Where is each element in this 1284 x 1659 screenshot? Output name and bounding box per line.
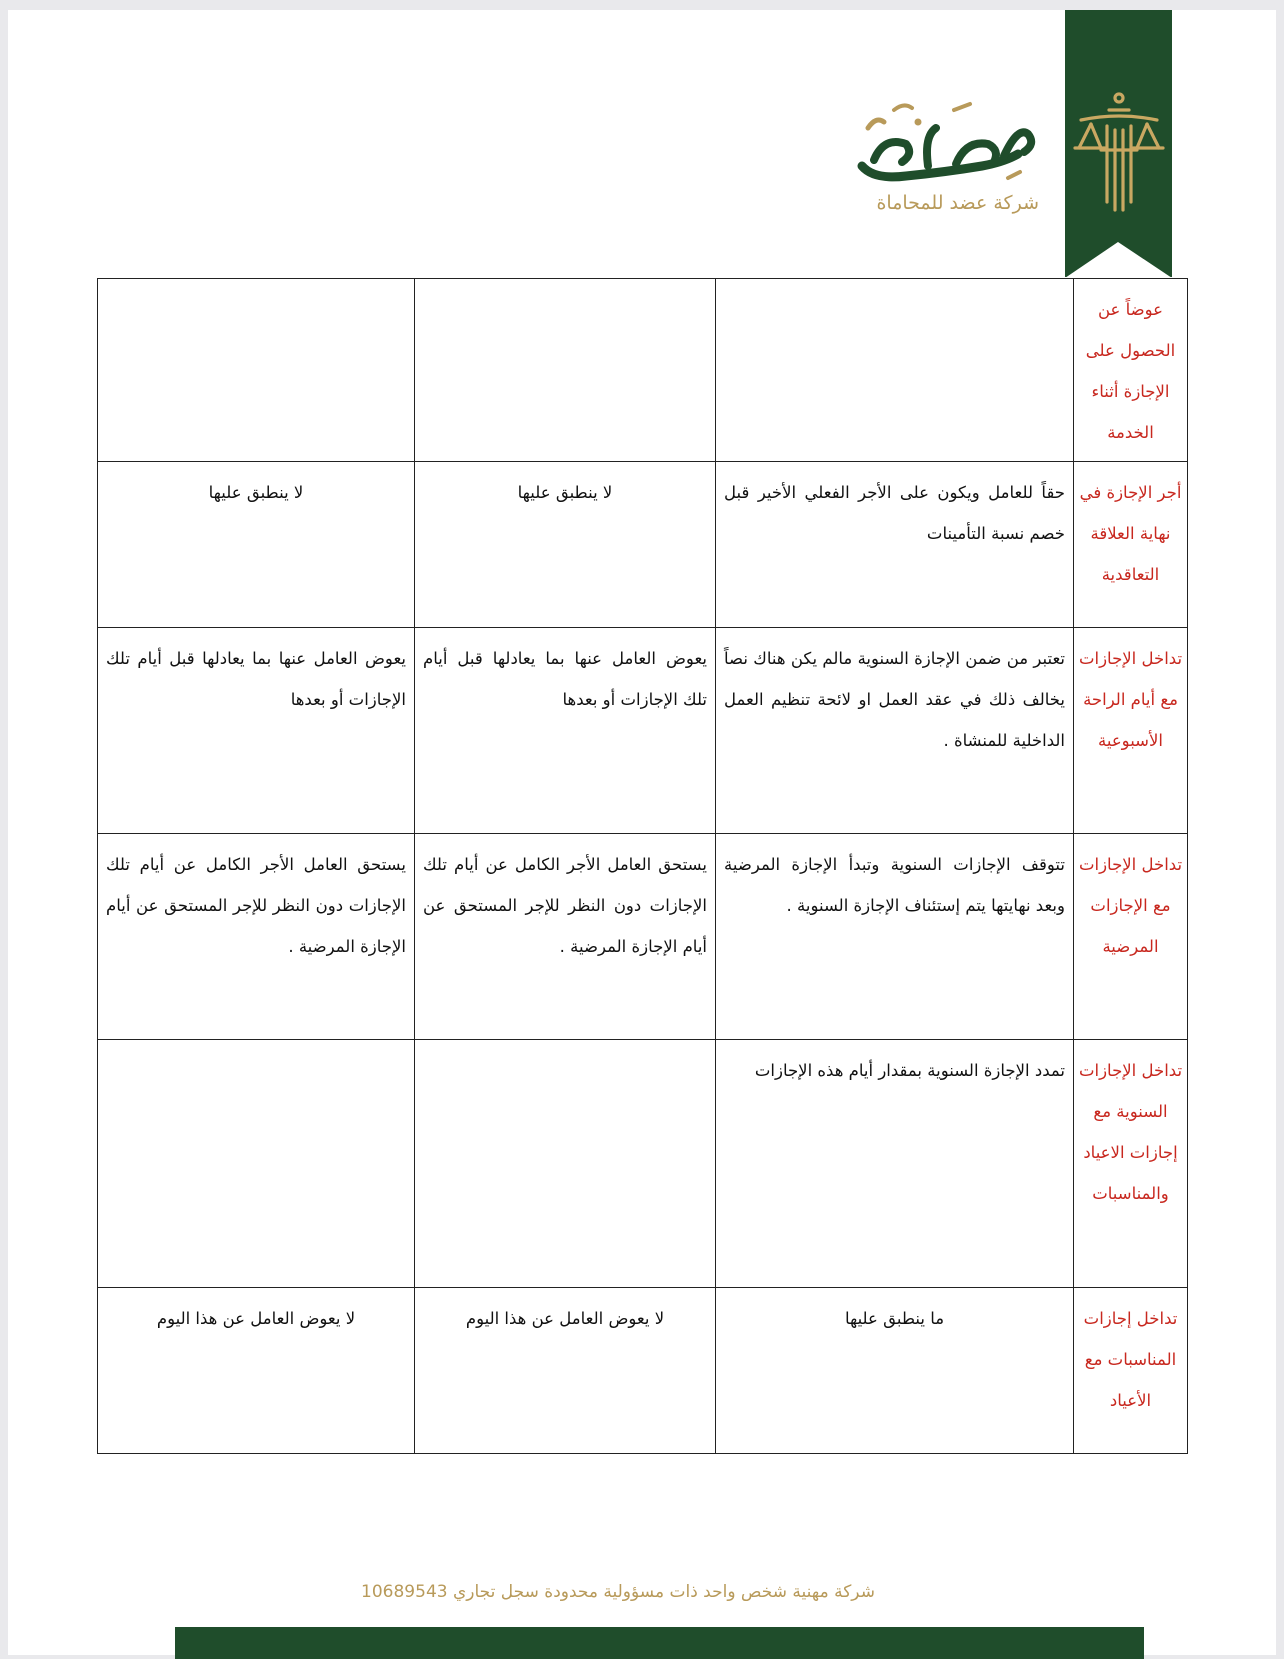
- leave-terms-table: [97, 278, 1188, 1454]
- footer-bar: [175, 1627, 1144, 1659]
- table-cell: لا يعوض العامل عن هذا اليوم: [415, 1288, 716, 1454]
- table-row: [98, 279, 1188, 462]
- table-row: [98, 462, 1188, 628]
- table-cell: يستحق العامل الأجر الكامل عن أيام تلك الإجازات دون النظر للإجر المستحق عن أيام الإجازة المرضية .: [98, 834, 415, 1040]
- logo-calligraphy: [854, 96, 1039, 190]
- footer-legal-text: شركة مهنية شخص واحد ذات مسؤولية محدودة سجل تجاري 10689543: [361, 1582, 875, 1602]
- row-heading: أجر الإجازة في نهاية العلاقة التعاقدية: [1074, 462, 1188, 628]
- scales-of-justice-icon: [1071, 90, 1167, 220]
- table-row: [98, 1288, 1188, 1454]
- table-cell: يعوض العامل عنها بما يعادلها قبل أيام تلك الإجازات أو بعدها: [98, 628, 415, 834]
- table-cell: لا ينطبق عليها: [98, 462, 415, 628]
- logo-subtitle: شركة عضد للمحاماة: [876, 192, 1039, 214]
- document-page: [8, 10, 1276, 1655]
- table-cell: تعتبر من ضمن الإجازة السنوية مالم يكن هناك نصاً يخالف ذلك في عقد العمل او لائحة تنظيم العمل الداخلية للمنشاة .: [716, 628, 1074, 834]
- table-cell: لا ينطبق عليها: [415, 462, 716, 628]
- table-row: [98, 1040, 1188, 1288]
- table-cell: حقاً للعامل ويكون على الأجر الفعلي الأخير قبل خصم نسبة التأمينات: [716, 462, 1074, 628]
- table-row: [98, 628, 1188, 834]
- ribbon-notch: [1065, 242, 1172, 278]
- table-row: [98, 834, 1188, 1040]
- row-heading: تداخل إجازات المناسبات مع الأعياد: [1074, 1288, 1188, 1454]
- row-heading: تداخل الإجازات السنوية مع إجازات الاعياد والمناسبات: [1074, 1040, 1188, 1288]
- table-cell: [716, 279, 1074, 462]
- row-heading: تداخل الإجازات مع الإجازات المرضية: [1074, 834, 1188, 1040]
- table-cell: تمدد الإجازة السنوية بمقدار أيام هذه الإجازات: [716, 1040, 1074, 1288]
- table-cell: [415, 1040, 716, 1288]
- table-cell: ما ينطبق عليها: [716, 1288, 1074, 1454]
- table-cell: يعوض العامل عنها بما يعادلها قبل أيام تلك الإجازات أو بعدها: [415, 628, 716, 834]
- table-cell: [415, 279, 716, 462]
- table-cell: تتوقف الإجازات السنوية وتبدأ الإجازة المرضية وبعد نهايتها يتم إستئناف الإجازة السنوية .: [716, 834, 1074, 1040]
- table-cell: لا يعوض العامل عن هذا اليوم: [98, 1288, 415, 1454]
- table-cell: [98, 279, 415, 462]
- row-heading: عوضاً عن الحصول على الإجازة أثناء الخدمة: [1074, 279, 1188, 462]
- row-heading: تداخل الإجازات مع أيام الراحة الأسبوعية: [1074, 628, 1188, 834]
- table-cell: يستحق العامل الأجر الكامل عن أيام تلك الإجازات دون النظر للإجر المستحق عن أيام الإجازة المرضية .: [415, 834, 716, 1040]
- table-cell: [98, 1040, 415, 1288]
